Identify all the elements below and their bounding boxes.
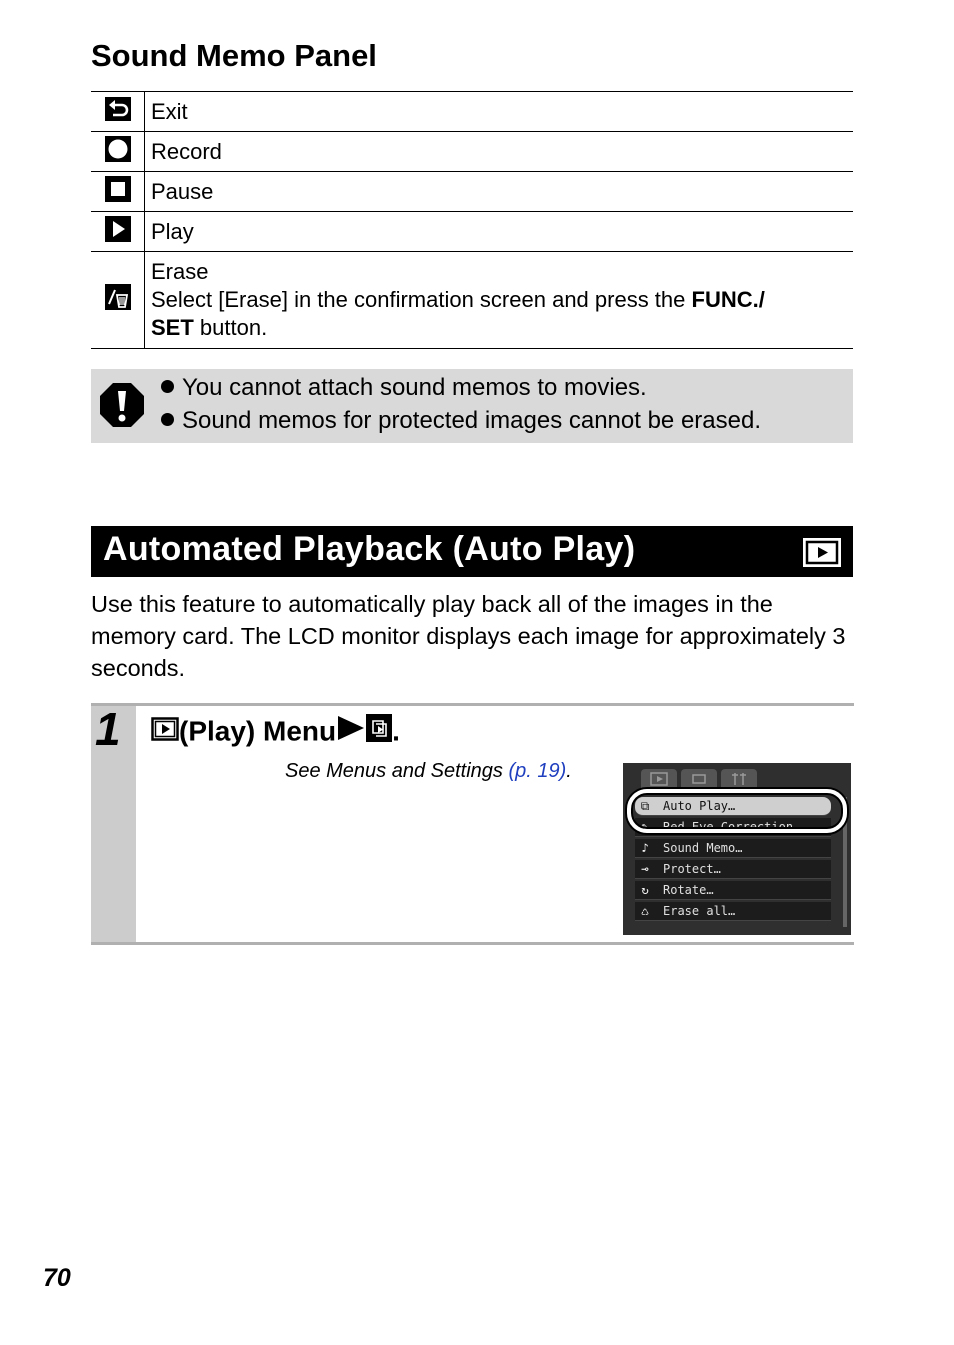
caution-box	[91, 369, 853, 443]
lcd-tab-play	[641, 769, 677, 789]
caution-list	[161, 371, 761, 437]
bullet-icon	[161, 380, 174, 393]
page-reference-link[interactable]: (p. 19)	[508, 760, 567, 782]
section-header-bar	[91, 526, 853, 577]
row-label: Record	[145, 132, 854, 172]
caution-icon	[100, 383, 144, 432]
step-number: 1	[95, 703, 121, 755]
list-item: ⊸ Protect…	[635, 860, 831, 879]
step-number-column	[91, 703, 136, 942]
exit-icon	[105, 101, 131, 126]
arrow-right-icon	[336, 717, 366, 748]
auto-play-icon: ⧉	[640, 799, 650, 813]
play-menu-icon	[151, 716, 179, 747]
record-icon	[105, 142, 131, 167]
list-item: ↻ Rotate…	[635, 881, 831, 900]
bullet-icon	[161, 413, 174, 426]
table-row	[91, 252, 853, 349]
page-number: 70	[43, 1264, 71, 1292]
section-heading-sound-memo: Sound Memo Panel	[91, 38, 377, 73]
step-title-end: .	[392, 715, 400, 747]
row-label: Exit	[145, 92, 854, 132]
lcd-menu-screenshot	[623, 763, 851, 935]
key-icon: ⊸	[641, 862, 649, 876]
lcd-tab-setup	[721, 769, 757, 789]
step-title	[151, 714, 400, 749]
table-row	[91, 172, 853, 212]
row-description: Select [Erase] in the confirmation screen and press the FUNC./ SET button.	[151, 287, 765, 340]
rotate-icon: ↻	[641, 883, 649, 897]
section-title: Automated Playback (Auto Play)	[103, 530, 636, 568]
table-row	[91, 132, 853, 172]
list-item: ✎ Red-Eye Correction…	[635, 818, 831, 837]
red-eye-icon: ✎	[641, 820, 649, 834]
step-box	[91, 703, 854, 945]
row-label: Erase	[151, 259, 209, 284]
pause-icon	[105, 182, 131, 207]
see-reference: See Menus and Settings (p. 19).	[285, 760, 572, 782]
list-item: You cannot attach sound memos to movies.	[161, 371, 761, 404]
trash-icon: ♺	[641, 904, 649, 918]
lcd-tab-print	[681, 769, 717, 789]
list-item: ♪ Sound Memo…	[635, 839, 831, 858]
intro-paragraph: Use this feature to automatically play back all of the images in the memory card. The LCD monitor displays each image for approximately 3 seconds.	[91, 591, 846, 681]
microphone-icon: ♪	[641, 841, 649, 855]
play-icon	[105, 222, 131, 247]
highlight-ring	[627, 789, 847, 833]
list-item: ♺ Erase all…	[635, 902, 831, 921]
step-title-text: (Play) Menu	[179, 715, 337, 747]
table-row	[91, 212, 853, 252]
erase-icon	[105, 290, 131, 315]
playback-mode-icon	[803, 538, 841, 567]
row-label: Play	[145, 212, 854, 252]
table-row	[91, 92, 853, 132]
list-item: Sound memos for protected images cannot be erased.	[161, 404, 761, 437]
row-label: Pause	[145, 172, 854, 212]
auto-play-icon	[366, 717, 392, 748]
sound-memo-table	[91, 91, 853, 349]
list-item: ⧉ Auto Play…	[635, 797, 831, 816]
